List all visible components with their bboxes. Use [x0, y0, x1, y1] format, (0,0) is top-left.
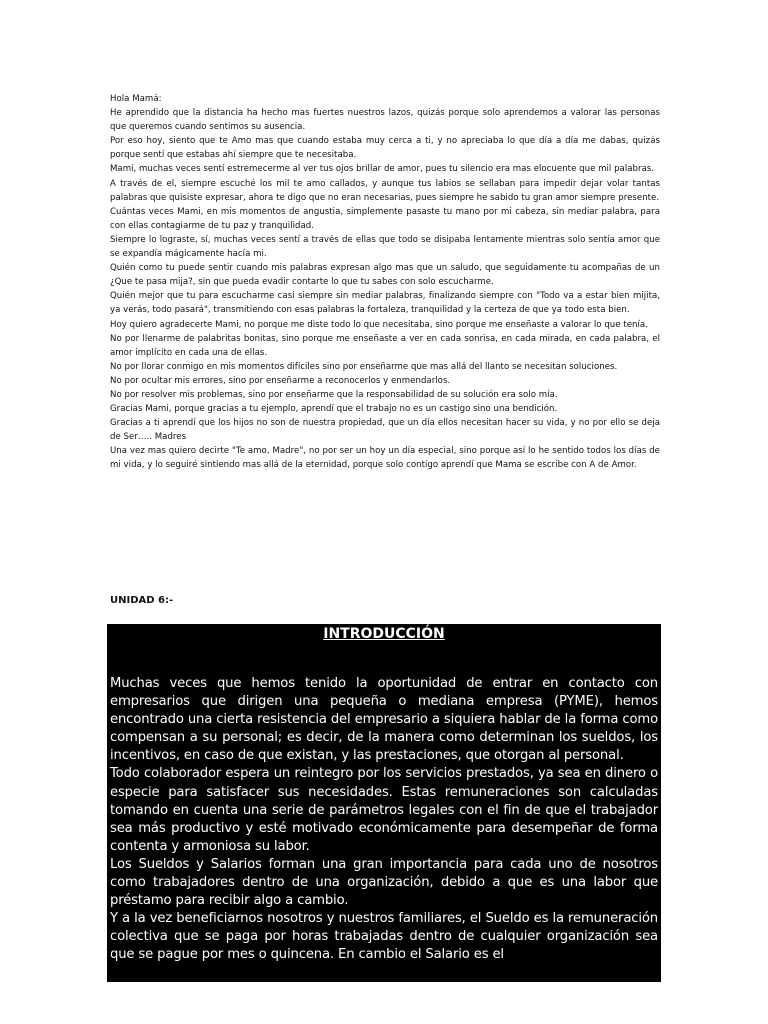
letter-paragraph: No por llenarme de palabritas bonitas, sino porque me enseñaste a ver en cada sonrisa, en cada mirada, en cada palabra, el amor implícito en cada una de ellas.: [110, 333, 660, 358]
letter-to-mother: [110, 92, 660, 473]
introduction-title: INTRODUCCIÓN: [323, 626, 445, 642]
letter-paragraph: Gracias Mami, porque gracias a tu ejemplo, aprendí que el trabajo no es un castigo sino una bendición.: [110, 404, 558, 415]
introduction-paragraph: Los Sueldos y Salarios forman una gran importancia para cada uno de nosotros como trabajadores dentro de una organización, debido a que es una labor que préstamo para recibir algo a cambio.: [110, 856, 658, 909]
letter-paragraph: Quién como tu puede sentir cuando mis palabras expresan algo mas que un saludo, que seguidamente tu acompañas de un ¿Que te pasa mija?, sin que pueda evadir contarte lo que tu sabes con solo escucharme.: [110, 263, 660, 288]
introduction-body: [110, 675, 658, 965]
letter-paragraph: No por ocultar mis errores, sino por enseñarme a reconocerlos y enmendarlos.: [110, 375, 451, 386]
letter-paragraph: No por llorar conmigo en mis momentos difíciles sino por enseñarme que mas allá del llanto se necesitan soluciones.: [110, 361, 618, 372]
introduction-title-wrap: [110, 625, 658, 643]
letter-paragraph: Cuántas veces Mami, en mis momentos de angustia, simplemente pasaste tu mano por mi cabeza, sin mediar palabra, para con ellas contagiarme de tu paz y tranquilidad.: [110, 206, 660, 231]
letter-paragraph: Mami, muchas veces sentí estremecerme al ver tus ojos brillar de amor, pues tu silencio era mas elocuente que mil palabras.: [110, 164, 655, 175]
letter-paragraph: Por eso hoy, siento que te Amo mas que cuando estaba muy cerca a ti, y no apreciaba lo que día a día me dabas, quizás porque sentí que estabas ahí siempre que te necesitaba.: [110, 136, 660, 161]
letter-paragraph: Quién mejor que tu para escucharme casi siempre sin mediar palabras, finalizando siempre con "Todo va a estar bien mijita, ya verás, todo pasará", transmitiendo con esas palabras la fortaleza, tranquilidad y la certeza de que ya todo esta bien.: [110, 291, 660, 316]
introduction-paragraph: Y a la vez beneficiarnos nosotros y nuestros familiares, el Sueldo es la remuneración colectiva que se paga por horas trabajadas dentro de cualquier organización sea que se pague por mes o quincena. En cambio el Salario es el: [110, 911, 658, 963]
letter-greeting: Hola Mamá:: [110, 94, 162, 104]
introduction-paragraph: Todo colaborador espera un reintegro por los servicios prestados, ya sea en dinero o especie para satisfacer sus necesidades. Estas remuneraciones son calculadas tomando en cuenta una serie de parámetros legales con el fin de que el trabajador sea más productivo y esté motivado económicamente para desempeñar de forma contenta y armoniosa su labor.: [110, 766, 658, 854]
introduction-paragraph: Muchas veces que hemos tenido la oportunidad de entrar en contacto con empresarios que dirigen una pequeña o mediana empresa (PYME), hemos encontrado una cierta resistencia del empresario a siquiera hablar de la forma como compensan a su personal; es decir, de la manera como determinan los sueldos, los incentivos, en caso de que existan, y las prestaciones, que otorgan al personal.: [110, 676, 658, 764]
letter-paragraph: Una vez mas quiero decirte "Te amo, Madre", no por ser un hoy un día especial, sino porque así lo he sentido todos los días de mi vida, y lo seguiré sintiendo mas allá de la eternidad, porque solo contigo aprendí que Mama se escribe con A de Amor.: [110, 446, 660, 471]
letter-paragraph: Siempre lo lograste, sí, muchas veces sentí a través de ellas que todo se disipaba lentamente mientras solo sentía amor que se expandía mágicamente hacía mi.: [110, 234, 660, 260]
letter-paragraph: A través de el, siempre escuché los mil te amo callados, y aunque tus labios se sellaban para impedir dejar volar tantas palabras que quisiste expresar, ahora te digo que no eran necesarias, pues siempre he sabido tu gran amor siempre presente.: [110, 178, 660, 203]
letter-paragraph: Gracias a ti aprendí que los hijos no son de nuestra propiedad, que un día ellos necesitan hacer su vida, y no por ello se deja de Ser….. Madres: [110, 418, 660, 443]
letter-paragraph: He aprendido que la distancia ha hecho mas fuertes nuestros lazos, quizás porque solo aprendemos a valorar las personas que queremos cuando sentimos su ausencia.: [110, 108, 660, 133]
letter-paragraph: No por resolver mis problemas, sino por enseñarme que la responsabilidad de su solución era solo mía.: [110, 389, 558, 400]
unit-heading: UNIDAD 6:-: [110, 595, 174, 606]
introduction-section: [107, 624, 661, 982]
letter-paragraph: Hoy quiero agradecerte Mami, no porque me diste todo lo que necesitaba, sino porque me enseñaste a valorar lo que tenía.: [110, 319, 648, 330]
